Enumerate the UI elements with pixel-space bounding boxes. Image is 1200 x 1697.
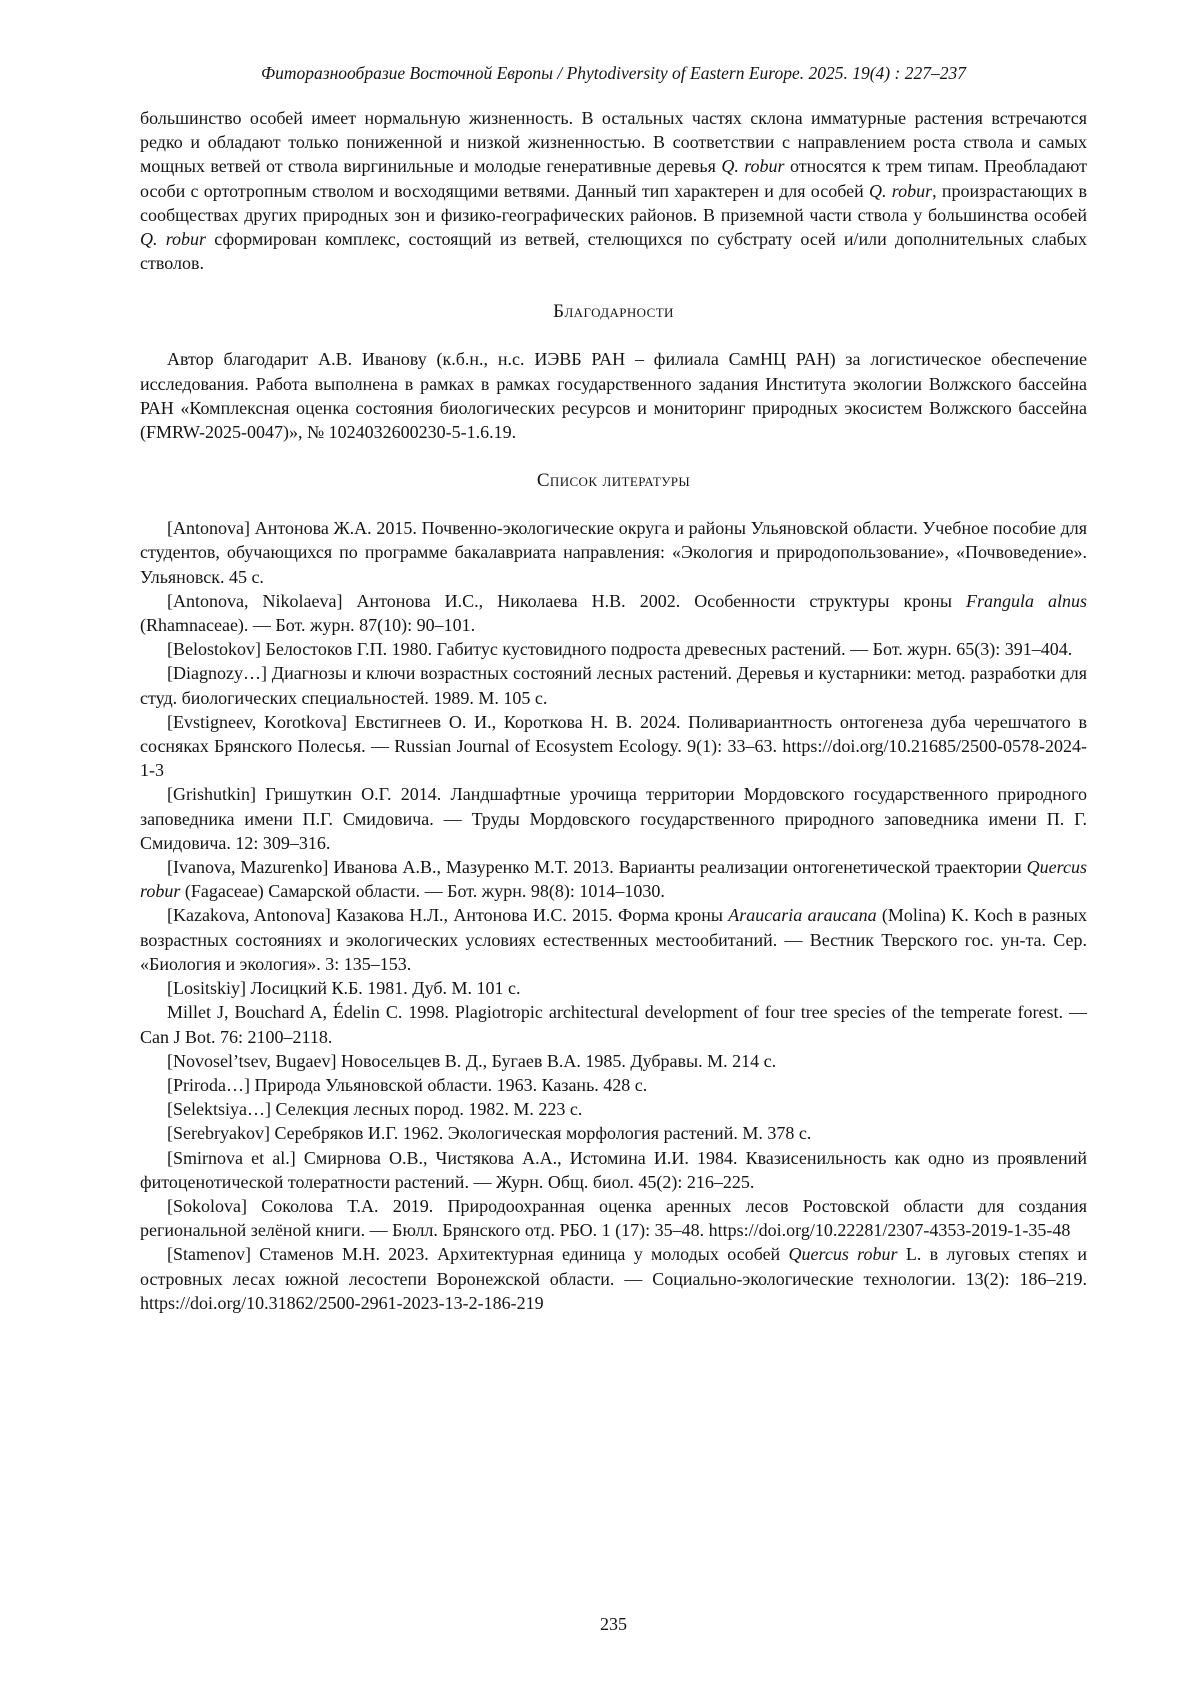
reference-item xyxy=(140,782,1087,855)
text-segment: L. в луговых степях и островных лесах южной лесостепи Воронежской области. — Социально-экологические технологии. 13(2): 186–219. https://doi.org/10.31862/2500-2961-2023-13-2-186-219 xyxy=(140,1244,1087,1313)
reference-item xyxy=(140,1121,1087,1145)
text-segment: (Rhamnaceae). — Бот. журн. 87(10): 90–101. xyxy=(140,615,476,636)
species-name: Q. robur xyxy=(721,156,785,177)
text-segment: [Diagnozy…] Диагнозы и ключи возрастных состояний лесных растений. Деревья и кустарники: метод. разработки для студ. биологических специальностей. 1989. М. 105 с. xyxy=(140,663,1087,708)
species-name: Q. robur xyxy=(869,180,933,201)
reference-item xyxy=(140,1000,1087,1048)
text-segment: [Belostokov] Белостоков Г.П. 1980. Габитус кустовидного подроста древесных растений. — Бот. журн. 65(3): 391–404. xyxy=(167,639,1073,660)
species-name: Araucaria araucana xyxy=(728,905,877,926)
text-segment: [Serebryakov] Серебряков И.Г. 1962. Экологическая морфология растений. М. 378 с. xyxy=(167,1123,812,1144)
text-segment: [Grishutkin] Гришуткин О.Г. 2014. Ландшафтные урочища территории Мордовского государственного природного заповедника имени П.Г. Смидовича. — Труды Мордовского государственного природного заповедника имени П. Г. Смидовича. 12: 309–316. xyxy=(140,784,1087,853)
text-segment: [Novosel’tsev, Bugaev] Новосельцев В. Д., Бугаев В.А. 1985. Дубравы. М. 214 с. xyxy=(167,1050,777,1071)
text-segment: [Stamenov] Стаменов М.Н. 2023. Архитектурная единица у молодых особей xyxy=(167,1244,789,1265)
text-segment: большинство особей имеет нормальную жизненность. В остальных частях склона имматурные растения встречаются редко и обладают только пониженной и низкой жизненностью. В соответствии с направлением роста ствола и самых мощных ветвей от ствола виргинильные и молодые генеративные деревья xyxy=(140,108,1087,177)
text-segment: [Kazakova, Antonova] Казакова Н.Л., Антонова И.С. 2015. Форма кроны xyxy=(167,905,729,926)
reference-item xyxy=(140,516,1087,589)
text-segment: [Ivanova, Mazurenko] Иванова А.В., Мазуренко М.Т. 2013. Варианты реализации онтогенетической траектории xyxy=(167,857,1027,878)
species-name: Frangula alnus xyxy=(965,590,1087,611)
species-name: Q. robur xyxy=(140,229,207,250)
page-number: 235 xyxy=(600,1614,627,1634)
running-head: Фиторазнообразие Восточной Европы / Phytodiversity of Eastern Europe. 2025. 19(4) : 227–237 xyxy=(261,63,966,83)
reference-item xyxy=(140,1146,1087,1194)
reference-item xyxy=(140,855,1087,903)
reference-item xyxy=(140,1194,1087,1242)
reference-item xyxy=(140,1242,1087,1315)
reference-item xyxy=(140,661,1087,709)
species-name: Quercus robur xyxy=(140,857,1087,902)
text-segment: Millet J, Bouchard A, Édelin C. 1998. Plagiotropic architectural development of four tree species of the temperate forest. — Can J Bot. 76: 2100–2118. xyxy=(140,1002,1087,1047)
references-heading: Список литературы xyxy=(536,470,691,492)
acknowledgments-heading: Благодарности xyxy=(553,301,674,323)
text-segment: [Selektsiya…] Селекция лесных пород. 1982. М. 223 с. xyxy=(167,1099,583,1120)
reference-item xyxy=(140,1049,1087,1073)
text-segment: [Antonova] Антонова Ж.А. 2015. Почвенно-экологические округа и районы Ульяновской области. Учебное пособие для студентов, обучающихся по программе бакалавриата направления: «Экология и природопользование», «Почвоведение». Ульяновск. 45 с. xyxy=(140,518,1087,587)
acknowledgments-paragraph: Автор благодарит А.В. Иванову (к.б.н., н.с. ИЭВБ РАН – филиала СамНЦ РАН) за логистическое обеспечение исследования. Работа выполнена в рамках в рамках государственного задания Института экологии Волжского бассейна РАН «Комплексная оценка состояния биологических ресурсов и мониторинг природных экосистем Волжского бассейна (FMRW-2025-0047)», № 1024032600230-5-1.6.19. xyxy=(140,349,1087,443)
text-segment: [Evstigneev, Korotkova] Евстигнеев О. И., Короткова Н. В. 2024. Поливариантность онтогенеза дуба черешчатого в сосняках Брянского Полесья. — Russian Journal of Ecosystem Ecology. 9(1): 33–63. https://doi.org/10.21685/2500-0578-2024-1-3 xyxy=(140,711,1087,781)
text-segment: [Antonova, Nikolaeva] Антонова И.С., Николаева Н.В. 2002. Особенности структуры кроны xyxy=(167,590,966,611)
text-segment: , произрастающих в сообществах других природных зон и физико-географических районов. В приземной части ствола у большинства особей xyxy=(140,180,1088,225)
text-segment: [Priroda…] Природа Ульяновской области. 1963. Казань. 428 с. xyxy=(167,1074,648,1095)
reference-item xyxy=(140,710,1087,783)
reference-item xyxy=(140,976,1087,1000)
text-segment: [Smirnova et al.] Смирнова О.В., Чистякова А.А., Истомина И.И. 1984. Квазисенильность как одно из проявлений фитоценотической толератности растений. — Журн. Общ. биол. 45(2): 216–225. xyxy=(140,1147,1087,1192)
reference-item xyxy=(140,637,1087,661)
reference-item xyxy=(140,903,1087,976)
reference-item xyxy=(140,1073,1087,1097)
text-segment: сформирован комплекс, состоящий из ветвей, стелющихся по субстрату осей и/или дополнительных слабых стволов. xyxy=(140,229,1088,274)
reference-item xyxy=(140,1097,1087,1121)
reference-item xyxy=(140,589,1087,637)
text-segment: [Lositskiy] Лосицкий К.Б. 1981. Дуб. М. 101 с. xyxy=(167,978,521,999)
text-segment: относятся к трем типам. Преобладают особи с ортотропным стволом и восходящими ветвями. Данный тип характерен и для особей xyxy=(140,156,1088,201)
text-segment: [Sokolova] Соколова Т.А. 2019. Природоохранная оценка аренных лесов Ростовской области для создания региональной зелёной книги. — Бюлл. Брянского отд. РБО. 1 (17): 35–48. https://doi.org/10.22281/2307-4353-2019-1-35-48 xyxy=(140,1195,1087,1241)
species-name: Quercus robur xyxy=(788,1244,898,1265)
references-list xyxy=(140,516,1087,1315)
text-segment: (Molina) K. Koch в разных возрастных состояниях и экологических условиях естественных местообитаний. — Вестник Тверского гос. ун-та. Сер. «Биология и экология». 3: 135–153. xyxy=(140,905,1088,974)
text-segment: (Fagaceae) Самарской области. — Бот. журн. 98(8): 1014–1030. xyxy=(180,881,665,902)
body-paragraph xyxy=(140,106,1087,275)
